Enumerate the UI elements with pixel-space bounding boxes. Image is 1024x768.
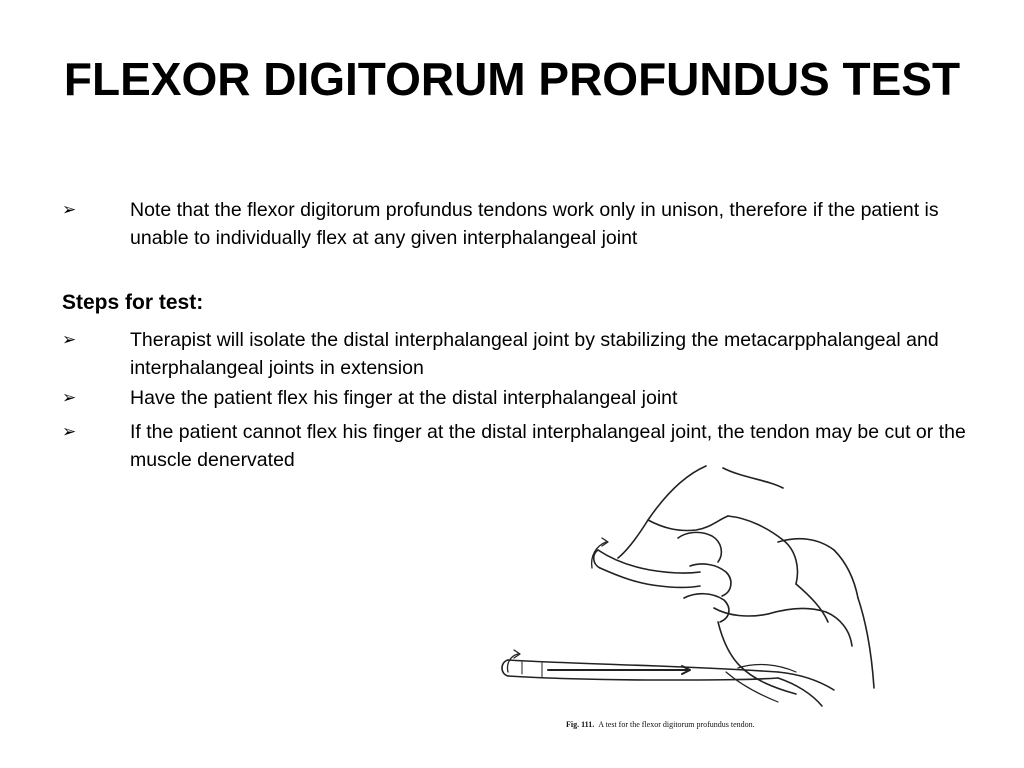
figure-caption <box>566 720 755 729</box>
step-text: Therapist will isolate the distal interphalangeal joint by stabilizing the metacarpphalangeal and interphalangeal joints in extension <box>130 329 939 379</box>
arrow-bullet-icon: ➢ <box>62 330 77 349</box>
slide-title: FLEXOR DIGITORUM PROFUNDUS TEST <box>63 53 961 105</box>
steps-heading: Steps for test: <box>62 291 204 314</box>
step-text: If the patient cannot flex his finger at the distal interphalangeal joint, the tendon may be cut or the muscle denervated <box>130 421 966 471</box>
figure-caption-text: A test for the flexor digitorum profundus tendon. <box>598 720 755 729</box>
hand-illustration-icon <box>478 458 878 736</box>
arrow-bullet-icon: ➢ <box>62 200 77 219</box>
step-text: Have the patient flex his finger at the distal interphalangeal joint <box>130 387 678 409</box>
figure-caption-label: Fig. 111. <box>566 720 595 729</box>
arrow-bullet-icon: ➢ <box>62 422 77 441</box>
intro-bullet-text: Note that the flexor digitorum profundus tendons work only in unison, therefore if the patient is unable to individually flex at any given interphalangeal joint <box>130 199 939 249</box>
arrow-bullet-icon: ➢ <box>62 388 77 407</box>
